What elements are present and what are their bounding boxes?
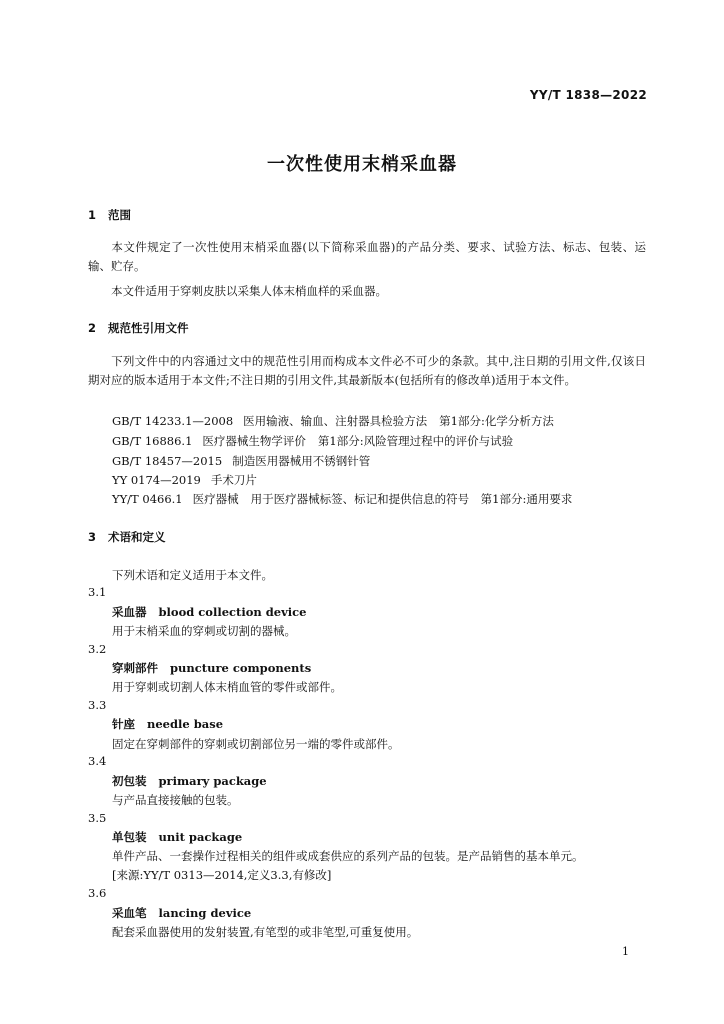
reference-item (112, 413, 554, 429)
term-zh: 针座 (112, 717, 135, 731)
scope-paragraph-1 (88, 238, 646, 276)
term-number: 3.6 (88, 886, 107, 900)
reference-item (112, 472, 257, 488)
term-title (112, 716, 223, 732)
section-number: 2 (88, 321, 97, 335)
term-definition: 配套采血器使用的发射装置,有笔型的或非笔型,可重复使用。 (112, 925, 419, 939)
term-definition: 与产品直接接触的包装。 (112, 793, 239, 807)
term-source-note: [来源:YY/T 0313—2014,定义3.3,有修改] (112, 868, 332, 882)
section-number: 3 (88, 530, 97, 544)
term-definition: 单件产品、一套操作过程相关的组件或成套供应的系列产品的包装。是产品销售的基本单元。 (112, 849, 584, 863)
reference-part: 用于医疗器械标签、标记和提供信息的符号 第1部分:通用要求 (250, 492, 573, 506)
term-definition: 用于穿刺或切割人体末梢血管的零件或部件。 (112, 680, 342, 694)
term-title (112, 660, 311, 676)
section-title: 范围 (108, 208, 131, 222)
term-title (112, 829, 242, 845)
section-1-heading (88, 207, 131, 223)
section-2-heading (88, 320, 189, 336)
references-intro (88, 352, 646, 390)
paragraph-text: 下列文件中的内容通过文中的规范性引用而构成本文件必不可少的条款。其中,注日期的引用文件,仅该日期对应的版本适用于本文件;不注日期的引用文件,其最新版本(包括所有的修改单)适用于本文件。 (88, 354, 646, 387)
section-3-heading (88, 529, 166, 545)
terms-intro: 下列术语和定义适用于本文件。 (112, 568, 273, 582)
reference-code: GB/T 16886.1 (112, 434, 193, 448)
term-definition: 固定在穿刺部件的穿刺或切割部位另一端的零件或部件。 (112, 737, 400, 751)
document-title: 一次性使用末梢采血器 (267, 154, 457, 175)
section-number: 1 (88, 208, 97, 222)
term-zh: 初包装 (112, 774, 147, 788)
page-number: 1 (622, 945, 629, 958)
paragraph-text: 本文件适用于穿刺皮肤以采集人体末梢血样的采血器。 (111, 284, 387, 298)
term-title (112, 773, 267, 789)
reference-item (112, 453, 370, 469)
term-number: 3.4 (88, 754, 107, 768)
reference-code: YY/T 0466.1 (112, 492, 183, 506)
term-en: lancing device (158, 906, 252, 920)
term-en: unit package (158, 830, 243, 844)
term-en: puncture components (170, 661, 312, 675)
term-number: 3.2 (88, 642, 107, 656)
reference-title: 医疗器械 (192, 492, 239, 506)
reference-item (112, 491, 572, 507)
term-title (112, 604, 306, 620)
term-zh: 采血笔 (112, 906, 147, 920)
term-zh: 单包装 (112, 830, 147, 844)
term-en: blood collection device (158, 605, 307, 619)
term-definition: 用于末梢采血的穿刺或切割的器械。 (112, 624, 296, 638)
reference-item (112, 433, 513, 449)
reference-code: GB/T 14233.1—2008 (112, 414, 234, 428)
reference-title: 医疗器械生物学评价 (202, 434, 306, 448)
paragraph-text: 本文件规定了一次性使用末梢采血器(以下简称采血器)的产品分类、要求、试验方法、标志、包装、运输、贮存。 (88, 240, 646, 273)
reference-code: GB/T 18457—2015 (112, 454, 223, 468)
reference-part: 第1部分:化学分析方法 (439, 414, 554, 428)
term-number: 3.3 (88, 698, 107, 712)
term-number: 3.1 (88, 585, 107, 599)
reference-part: 第1部分:风险管理过程中的评价与试验 (317, 434, 514, 448)
section-title: 术语和定义 (108, 530, 166, 544)
term-zh: 采血器 (112, 605, 147, 619)
section-title: 规范性引用文件 (108, 321, 189, 335)
reference-title: 手术刀片 (210, 473, 257, 487)
term-en: needle base (147, 717, 224, 731)
term-title (112, 905, 251, 921)
scope-paragraph-2 (88, 282, 646, 301)
reference-code: YY 0174—2019 (112, 473, 201, 487)
term-zh: 穿刺部件 (112, 661, 158, 675)
reference-title: 医用输液、输血、注射器具检验方法 (243, 414, 428, 428)
term-number: 3.5 (88, 811, 107, 825)
term-en: primary package (158, 774, 267, 788)
standard-code: YY/T 1838—2022 (529, 88, 647, 102)
reference-title: 制造医用器械用不锈钢针管 (232, 454, 371, 468)
